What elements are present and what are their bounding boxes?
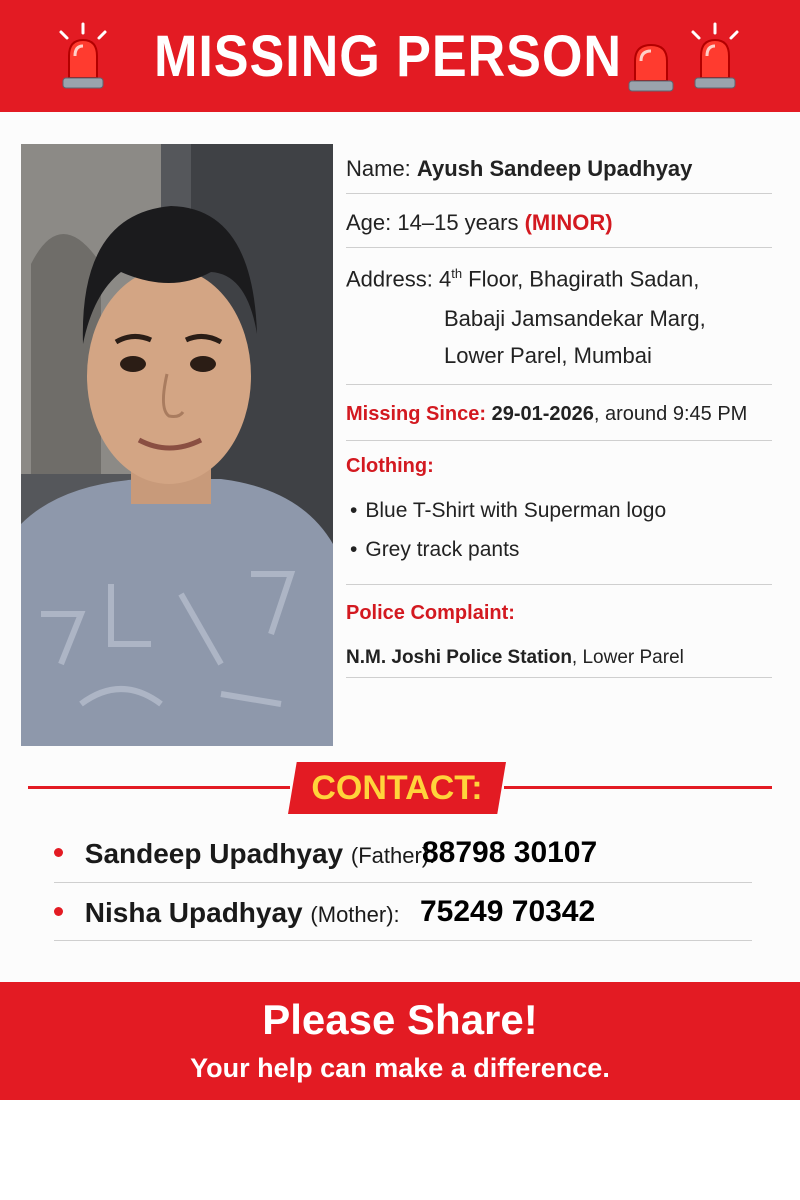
- share-subtitle: Your help can make a difference.: [190, 1053, 610, 1083]
- divider: [346, 440, 772, 441]
- address-line-2: Babaji Jamsandekar Marg,: [444, 306, 706, 331]
- divider: [346, 384, 772, 385]
- contact-relation: (Father):: [350, 843, 436, 868]
- contact-name: Sandeep Upadhyay: [84, 838, 344, 869]
- address-label: Address:: [346, 266, 433, 292]
- name-label: Name:: [346, 156, 411, 181]
- missing-since-row: [346, 403, 747, 426]
- siren-icon: [625, 33, 677, 100]
- divider: [346, 677, 772, 678]
- clothing-label: Clothing:: [346, 455, 434, 477]
- clothing-item: • Blue T-Shirt with Superman logo: [350, 499, 666, 523]
- divider: [346, 584, 772, 585]
- share-heading: Please Share!: [262, 996, 538, 1043]
- age-row: [346, 210, 613, 236]
- police-station-area: , Lower Parel: [571, 647, 684, 668]
- bottom-margin: [0, 1100, 800, 1200]
- minor-badge: (MINOR): [524, 210, 613, 235]
- divider: [346, 193, 772, 194]
- divider: [346, 247, 772, 248]
- page-title: MISSING PERSON: [154, 24, 622, 89]
- contact-phone[interactable]: 75249 70342: [420, 895, 596, 928]
- clothing-item: • Grey track pants: [350, 538, 519, 562]
- contact-phone[interactable]: 88798 30107: [422, 836, 598, 869]
- police-complaint-label: Police Complaint:: [346, 602, 515, 624]
- address-row: [346, 266, 699, 292]
- missing-date: 29-01-2026: [491, 403, 594, 425]
- contact-mother: [54, 897, 400, 929]
- bullet-dot: [54, 907, 63, 916]
- person-photo: [21, 144, 333, 746]
- police-station-name: N.M. Joshi Police Station: [346, 647, 572, 668]
- contact-name: Nisha Upadhyay: [84, 897, 303, 928]
- name-row: [346, 156, 692, 182]
- divider: [54, 940, 752, 941]
- address-line-3: Lower Parel, Mumbai: [444, 343, 652, 368]
- address-floor-number: 4: [438, 266, 452, 292]
- contact-divider-right: [504, 786, 772, 789]
- siren-icon: [687, 22, 743, 99]
- age-label: Age:: [346, 210, 392, 235]
- missing-time: , around 9:45 PM: [593, 403, 748, 425]
- contact-relation: (Mother):: [310, 902, 400, 927]
- address-floor-suffix: th: [451, 266, 463, 281]
- police-station-row: [346, 647, 684, 669]
- address-line-1: Floor, Bhagirath Sadan,: [462, 266, 700, 292]
- divider: [54, 882, 752, 883]
- missing-since-label: Missing Since:: [346, 403, 487, 425]
- age-value: 14–15 years: [397, 210, 519, 235]
- contact-divider-left: [28, 786, 290, 789]
- contact-father: [54, 838, 435, 870]
- contact-heading: CONTACT:: [311, 769, 483, 807]
- siren-icon: [55, 22, 111, 99]
- bullet-dot: [54, 848, 63, 857]
- name-value: Ayush Sandeep Upadhyay: [416, 156, 693, 181]
